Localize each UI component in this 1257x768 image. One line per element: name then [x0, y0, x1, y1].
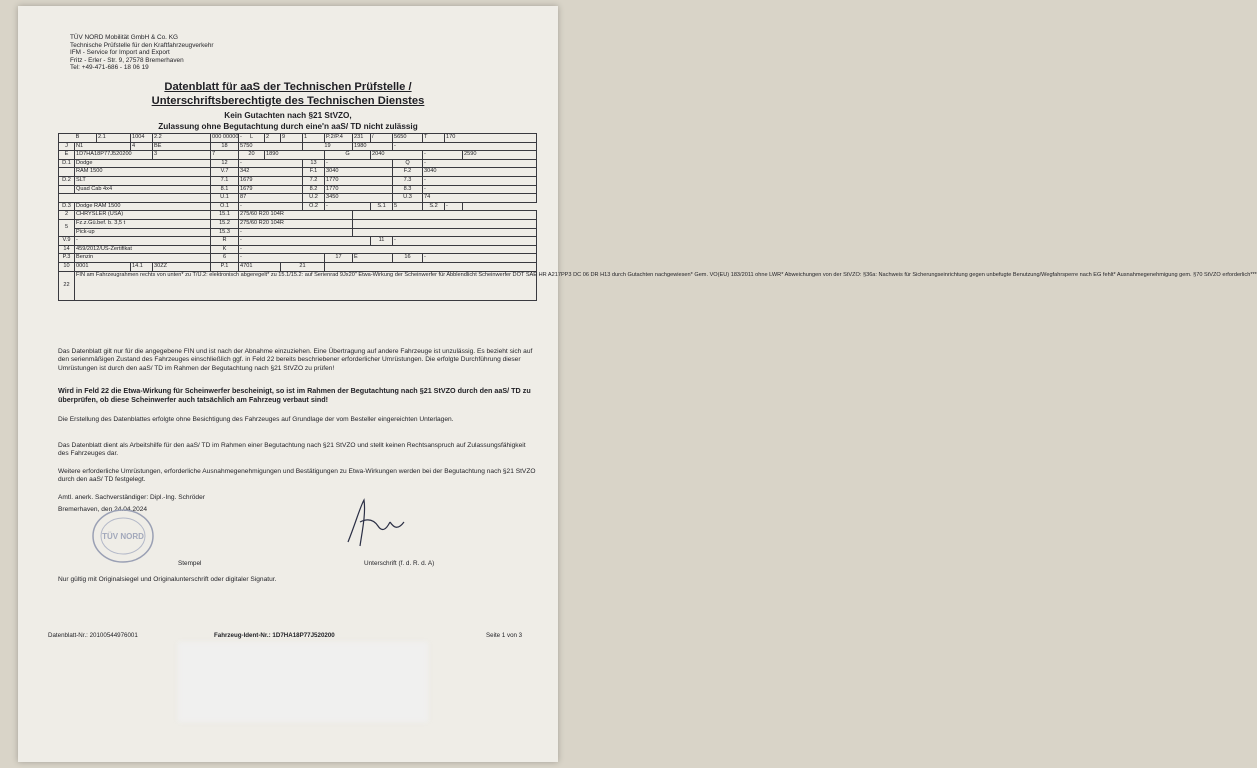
- table-cell: F.2: [393, 168, 423, 177]
- table-cell: P.2/P.4: [325, 134, 353, 143]
- table-cell: G: [325, 151, 371, 160]
- table-cell: 8.3: [393, 185, 423, 194]
- table-cell: 1004: [131, 134, 153, 143]
- table-row: [59, 134, 537, 143]
- table-row: [59, 271, 537, 300]
- table-cell: Dodge RAM 1500: [75, 202, 211, 211]
- table-cell: 231: [353, 134, 371, 143]
- table-cell: Benzin: [75, 254, 211, 263]
- table-cell: 1D7HA18P77J520200: [75, 151, 153, 160]
- table-cell: S.2: [423, 202, 445, 211]
- title-line-1: Datenblatt für aaS der Technischen Prüfstelle /: [164, 81, 412, 93]
- table-cell: -: [423, 254, 537, 263]
- table-cell: O.2: [303, 202, 325, 211]
- issuer-line: TÜV NORD Mobilität GmbH & Co. KG: [70, 34, 178, 41]
- table-cell: E: [353, 254, 393, 263]
- table-cell: -: [239, 228, 353, 237]
- issuer-line: IFM - Service for Import and Export: [70, 49, 170, 57]
- table-cell: 8.2: [303, 185, 325, 194]
- table-cell: [59, 185, 75, 194]
- table-cell: 7.1: [211, 176, 239, 185]
- table-cell: 20: [239, 151, 265, 160]
- table-cell: 3: [153, 151, 211, 160]
- table-row: [59, 168, 537, 177]
- table-cell: Quad Cab 4x4: [75, 185, 211, 194]
- table-cell: U.1: [211, 194, 239, 203]
- table-cell: 2: [59, 211, 75, 220]
- table-cell: 2590: [463, 151, 537, 160]
- table-cell: E: [59, 151, 75, 160]
- table-cell: 5650: [393, 134, 423, 143]
- table-cell: -: [423, 159, 537, 168]
- table-row: [59, 228, 537, 237]
- table-row: [59, 211, 537, 220]
- table-cell: P.3: [59, 254, 75, 263]
- remarks-field-22: FIN am Fahrzeugrahmen rechts von unten* zu T/U.2: elektronisch abgeregelt* zu 15.1/15.2: auf Serienrad 9Jx20" Etwa-Wirkung der Scheinwerfer für Abblendlicht Scheinwerfer DOT SAE HR A217PP3 DC 06 DR H13 durch Gutachten nachgewiesen* Gem. VO(EU) 183/2011 ohne LWR* Abweichungen von der StVZO: §36a: Nachweis für Sicherungseinrichtung gegen unbefugte Benutzung/Wegfahrsperre nach EG fehlt* Ausnahmegenehmigung gem. §70 StVZO erforderlich***: [75, 271, 537, 300]
- table-cell: J: [59, 142, 75, 151]
- stamp-text: TÜV NORD: [102, 532, 144, 541]
- table-cell: 5750: [239, 142, 303, 151]
- document-title: [18, 81, 558, 108]
- table-cell: CHRYSLER (USA): [75, 211, 211, 220]
- table-row: [59, 151, 537, 160]
- table-cell: 14.1: [131, 262, 153, 271]
- table-cell: 3450: [325, 194, 393, 203]
- table-cell: 1679: [239, 185, 303, 194]
- table-cell: -: [239, 237, 371, 246]
- table-cell: 170: [445, 134, 537, 143]
- table-cell: 18: [211, 142, 239, 151]
- table-row: [59, 142, 537, 151]
- table-cell: Pick-up: [75, 228, 211, 237]
- table-cell: 3040: [423, 168, 537, 177]
- table-cell: 7: [211, 151, 239, 160]
- table-cell: O.1: [211, 202, 239, 211]
- table-cell: 7.2: [303, 176, 325, 185]
- title-line-2: Unterschriftsberechtigte des Technischen Dienstes: [151, 94, 425, 107]
- handwritten-signature-icon: [338, 492, 418, 552]
- table-cell: [353, 228, 537, 237]
- table-cell: 4701: [239, 262, 281, 271]
- table-cell: 22: [59, 271, 75, 300]
- table-cell: D.2: [59, 176, 75, 185]
- table-row: [59, 219, 537, 228]
- table-cell: 5: [59, 219, 75, 236]
- table-cell: [59, 168, 75, 177]
- validity-note: Nur gültig mit Originalsiegel und Originalunterschrift oder digitaler Signatur.: [58, 576, 277, 583]
- table-cell: -: [423, 185, 537, 194]
- table-cell: U.3: [393, 194, 423, 203]
- table-cell: BE: [153, 142, 211, 151]
- table-cell: 16: [393, 254, 423, 263]
- table-cell: D.1: [59, 159, 75, 168]
- paragraph: Weitere erforderliche Umrüstungen, erforderliche Ausnahmegenehmigungen und Bestätigungen zu Etwa-Wirkungen werden bei der Begutachtung nach §21 StVZO durch den aaS/ TD festgelegt.: [58, 468, 536, 484]
- stamp-label: Stempel: [178, 560, 202, 567]
- table-cell: 17: [325, 254, 353, 263]
- subtitle-line-2: Zulassung ohne Begutachtung durch eine'n aaS/ TD nicht zulässig: [158, 121, 418, 131]
- table-cell: 15.1: [211, 211, 239, 220]
- table-cell: 2.2: [153, 134, 211, 143]
- table-cell: -: [325, 159, 393, 168]
- table-row: [59, 176, 537, 185]
- table-cell: 1679: [239, 176, 303, 185]
- table-cell: 74: [423, 194, 537, 203]
- table-cell: P.1: [211, 262, 239, 271]
- table-row: [59, 237, 537, 246]
- table-cell: /: [371, 134, 393, 143]
- table-cell: V.9: [59, 237, 75, 246]
- table-cell: -: [393, 237, 537, 246]
- datenblatt-number: Datenblatt-Nr.: 20100544976001: [48, 632, 138, 639]
- table-cell: 275/60 R20 104R: [239, 219, 353, 228]
- table-cell: 19: [303, 142, 353, 151]
- table-cell: 3040: [325, 168, 393, 177]
- table-cell: -: [393, 142, 537, 151]
- table-cell: 1: [303, 134, 325, 143]
- table-row: [59, 254, 537, 263]
- table-cell: -: [239, 254, 325, 263]
- table-cell: B: [59, 134, 97, 143]
- table-row: [59, 159, 537, 168]
- table-cell: K: [211, 245, 239, 254]
- table-cell: -: [445, 202, 463, 211]
- table-cell: 14: [59, 245, 75, 254]
- table-cell: -: [423, 151, 463, 160]
- table-cell: -: [239, 245, 537, 254]
- table-cell: 8.1: [211, 185, 239, 194]
- issuer-line: Tel: +49-471-686 - 18 06 19: [70, 64, 149, 72]
- table-cell: 12: [211, 159, 239, 168]
- table-cell: S.1: [371, 202, 393, 211]
- table-cell: 2.1: [97, 134, 131, 143]
- table-cell: V.7: [211, 168, 239, 177]
- table-cell: 000 00000 -: [211, 134, 239, 143]
- table-cell: 459/2012/US-Zertifikat: [75, 245, 211, 254]
- bold-notice: Wird in Feld 22 die Etwa-Wirkung für Scheinwerfer bescheinigt, so ist im Rahmen der Begutachtung nach §21 StVZO durch den aaS/ TD zu überprüfen, ob diese Scheinwerfer auch tatsächlich am Fahrzeug verbaut sind!: [58, 386, 531, 404]
- table-row: [59, 185, 537, 194]
- table-cell: 1770: [325, 185, 393, 194]
- table-cell: 1770: [325, 176, 393, 185]
- table-cell: 275/60 R20 104R: [239, 211, 353, 220]
- table-cell: 15.3: [211, 228, 239, 237]
- document-sheet: [18, 6, 1257, 762]
- vehicle-ident-number: Fahrzeug-Ident-Nr.: 1D7HA18P77J520200: [214, 632, 335, 639]
- table-cell: 21: [281, 262, 325, 271]
- signature-label: Unterschrift (f. d. R. d. A): [364, 560, 435, 567]
- table-cell: -: [239, 159, 303, 168]
- table-cell: 342: [239, 168, 303, 177]
- table-cell: L: [239, 134, 265, 143]
- table-row: [59, 262, 537, 271]
- table-cell: Fz.z.Gü.bef. b. 3,5 t: [75, 219, 211, 228]
- table-cell: F.1: [303, 168, 325, 177]
- redacted-area: [178, 642, 428, 722]
- table-row: [59, 194, 537, 203]
- table-cell: [353, 211, 537, 220]
- table-cell: 15.2: [211, 219, 239, 228]
- place-date: Bremerhaven, den 24.04.2024: [58, 506, 148, 513]
- table-cell: 9: [281, 134, 303, 143]
- table-cell: 2: [265, 134, 281, 143]
- table-cell: 2040: [371, 151, 423, 160]
- table-cell: 5: [393, 202, 423, 211]
- paragraph: Das Datenblatt dient als Arbeitshilfe für den aaS/ TD im Rahmen einer Begutachtung nach §21 StVZO und stellt keinen Rechtsanspruch auf Zulassungsfähigkeit des Fahrzeuges dar.: [58, 442, 526, 458]
- table-cell: -: [325, 202, 371, 211]
- table-cell: D.3: [59, 202, 75, 211]
- paragraph: Die Erstellung des Datenblattes erfolgte ohne Besichtigung des Fahrzeuges auf Grundlage der vom Besteller eingereichten Unterlagen.: [58, 416, 454, 423]
- table-row: [59, 202, 537, 211]
- table-cell: Dodge: [75, 159, 211, 168]
- table-cell: 11: [371, 237, 393, 246]
- table-cell: 1890: [265, 151, 325, 160]
- subtitle-line-1: Kein Gutachten nach §21 StVZO,: [224, 111, 352, 120]
- issuer-line: Technische Prüfstelle für den Kraftfahrzeugverkehr: [70, 41, 214, 49]
- table-cell: [353, 219, 537, 228]
- vehicle-data-table: [58, 133, 1257, 301]
- page-number: Seite 1 von 3: [486, 632, 523, 639]
- table-cell: [325, 262, 537, 271]
- table-cell: -: [423, 176, 537, 185]
- table-cell: 0001: [75, 262, 131, 271]
- table-cell: R: [211, 237, 239, 246]
- table-cell: SLT: [75, 176, 211, 185]
- table-cell: 87: [239, 194, 303, 203]
- expert-name: Amtl. anerk. Sachverständiger: Dipl.-Ing. Schröder: [58, 494, 205, 501]
- table-cell: [59, 194, 211, 203]
- table-cell: -: [239, 202, 303, 211]
- table-cell: 1980: [353, 142, 393, 151]
- table-cell: N1: [75, 142, 131, 151]
- issuer-line: Fritz - Erler - Str. 9, 27578 Bremerhaven: [70, 56, 184, 64]
- table-cell: 4: [131, 142, 153, 151]
- table-cell: Q: [393, 159, 423, 168]
- table-cell: U.2: [303, 194, 325, 203]
- table-cell: -: [75, 237, 211, 246]
- table-row: [59, 245, 537, 254]
- table-cell: 6: [211, 254, 239, 263]
- paragraph: Das Datenblatt gilt nur für die angegebene FIN und ist nach der Abnahme einzuziehen. Eine Übertragung auf andere Fahrzeuge ist unzulässig. Es bezieht sich auf den serienmäßigen Zustand des Fahrzeuges einschließlich ggf. in Feld 22 bereits beschriebener erforderlicher Umrüstungen. Die erfolgte Durchführung dieser Umrüstungen ist durch den aaS/ TD im Rahmen der Begutachtung nach §21 StVZO zu prüfen!: [58, 348, 533, 372]
- table-cell: 7.3: [393, 176, 423, 185]
- official-stamp-icon: [88, 506, 158, 566]
- table-cell: 13: [303, 159, 325, 168]
- table-cell: 10: [59, 262, 75, 271]
- table-cell: RAM 1500: [75, 168, 211, 177]
- document-subtitle: [18, 111, 558, 132]
- table-cell: 30ZZ: [153, 262, 211, 271]
- table-cell: T: [423, 134, 445, 143]
- issuer-header: [70, 34, 214, 72]
